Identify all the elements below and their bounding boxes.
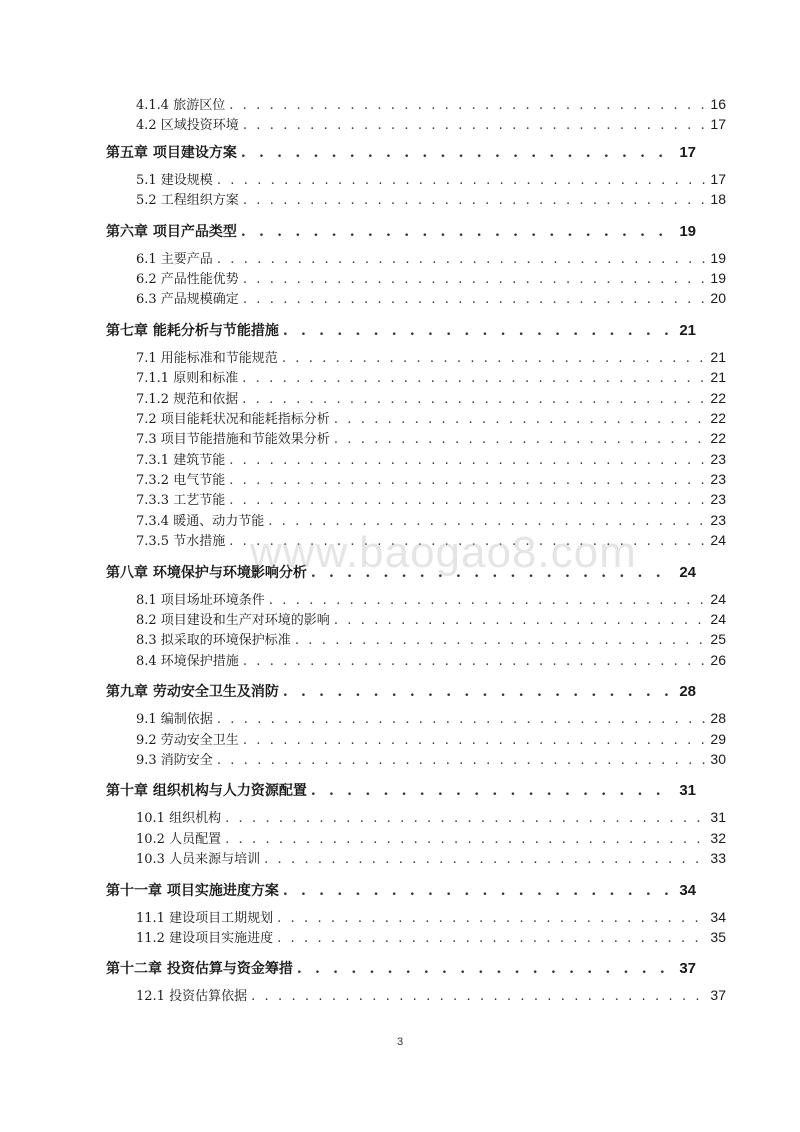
- toc-leader: [334, 611, 707, 631]
- table-of-contents: [106, 94, 726, 1006]
- toc-leader: [283, 676, 675, 708]
- toc-page: 31: [710, 809, 726, 826]
- toc-title: 4.1.4 旅游区位: [136, 98, 226, 113]
- toc-page: 18: [710, 191, 726, 208]
- toc-page: 22: [710, 389, 726, 406]
- toc-entry[interactable]: [106, 927, 726, 947]
- toc-page: 32: [710, 829, 726, 846]
- toc-chapter[interactable]: [106, 315, 696, 347]
- toc-leader: [243, 652, 707, 672]
- toc-entry[interactable]: [106, 828, 726, 848]
- watermark: www.baogao8.com: [250, 528, 637, 577]
- toc-title: 7.3.2 电气节能: [136, 473, 226, 489]
- toc-title: 10.1 组织机构: [136, 811, 222, 827]
- toc-entry[interactable]: [106, 268, 726, 288]
- toc-title: 8.2 项目建设和生产对环境的影响: [136, 613, 330, 629]
- toc-title: 10.3 人员来源与培训: [136, 852, 261, 868]
- toc-title: 第十一章 项目实施进度方案: [106, 882, 279, 899]
- toc-entry[interactable]: [106, 347, 726, 367]
- toc-title: 第九章 劳动安全卫生及消防: [106, 684, 279, 701]
- toc-title: 10.2 人员配置: [136, 831, 222, 847]
- toc-page: 17: [679, 143, 696, 161]
- toc-title: 7.3 项目节能措施和节能效果分析: [136, 432, 330, 448]
- toc-title: 第六章 项目产品类型: [106, 223, 237, 240]
- toc-leader: [243, 116, 707, 136]
- toc-page: 24: [710, 590, 726, 607]
- toc-page: 37: [679, 960, 696, 978]
- page-number: 3: [396, 1036, 404, 1048]
- toc-title: 4.2 区域投资环境: [136, 118, 239, 134]
- toc-leader: [241, 216, 675, 248]
- toc-title: 8.4 环境保护措施: [136, 653, 239, 669]
- toc-leader: [243, 191, 707, 211]
- toc-title: 第七章 能耗分析与节能措施: [106, 322, 279, 339]
- toc-entry[interactable]: [106, 469, 726, 489]
- toc-leader: [297, 953, 675, 985]
- toc-title: 7.3.1 建筑节能: [136, 452, 226, 468]
- toc-page: 19: [710, 249, 726, 266]
- toc-page: 19: [710, 269, 726, 286]
- toc-page: 24: [710, 532, 726, 549]
- toc-leader: [242, 369, 706, 389]
- toc-leader: [295, 631, 707, 651]
- toc-leader: [225, 830, 706, 850]
- toc-entry[interactable]: [106, 749, 726, 769]
- toc-entry[interactable]: [106, 708, 726, 728]
- toc-leader: [251, 987, 706, 1007]
- toc-entry[interactable]: [106, 189, 726, 209]
- toc-leader: [229, 96, 706, 116]
- toc-leader: [269, 591, 707, 611]
- toc-entry[interactable]: [106, 428, 726, 448]
- toc-title: 7.1.2 规范和依据: [136, 391, 239, 407]
- toc-entry[interactable]: [106, 449, 726, 469]
- toc-leader: [243, 731, 707, 751]
- toc-leader: [283, 875, 675, 907]
- toc-page: 29: [710, 730, 726, 747]
- toc-chapter[interactable]: [106, 875, 696, 907]
- toc-page: 23: [710, 471, 726, 488]
- toc-leader: [229, 491, 706, 511]
- toc-entry[interactable]: [106, 114, 726, 134]
- toc-page: 16: [710, 96, 726, 112]
- toc-page: 20: [710, 290, 726, 307]
- toc-entry[interactable]: [106, 530, 726, 550]
- toc-leader: [268, 512, 706, 532]
- toc-page: 28: [679, 683, 696, 701]
- toc-leader: [243, 270, 707, 290]
- toc-title: 12.1 投资估算依据: [136, 989, 248, 1005]
- toc-leader: [217, 751, 707, 771]
- toc-entry[interactable]: [106, 388, 726, 408]
- toc-leader: [229, 471, 706, 491]
- toc-page: 33: [710, 850, 726, 867]
- toc-title: 5.2 工程组织方案: [136, 193, 239, 209]
- toc-title: 11.1 建设项目工期规划: [136, 910, 274, 926]
- toc-entry[interactable]: [106, 408, 726, 428]
- toc-entry[interactable]: [106, 729, 726, 749]
- toc-page: 24: [710, 611, 726, 628]
- toc-page: 19: [679, 222, 696, 240]
- toc-leader: [282, 349, 707, 369]
- toc-title: 第五章 项目建设方案: [106, 144, 237, 161]
- toc-entry[interactable]: [106, 609, 726, 629]
- toc-title: 7.3.4 暖通、动力节能: [136, 513, 265, 529]
- toc-page: 21: [679, 321, 696, 339]
- toc-leader: [311, 557, 675, 589]
- toc-page: 17: [710, 116, 726, 133]
- toc-leader: [334, 430, 707, 450]
- toc-leader: [277, 909, 706, 929]
- toc-leader: [242, 390, 706, 410]
- toc-page: 24: [679, 563, 696, 581]
- toc-entry[interactable]: [106, 288, 726, 308]
- toc-chapter[interactable]: [106, 137, 696, 169]
- toc-entry[interactable]: [106, 489, 726, 509]
- toc-page: 23: [710, 511, 726, 528]
- toc-leader: [334, 410, 707, 430]
- toc-title: 9.1 编制依据: [136, 712, 213, 728]
- toc-leader: [277, 929, 706, 949]
- toc-chapter[interactable]: [106, 775, 696, 807]
- toc-page: 25: [710, 631, 726, 648]
- toc-page: 34: [710, 908, 726, 925]
- toc-page: 22: [710, 409, 726, 426]
- toc-leader: [241, 137, 675, 169]
- toc-page: 31: [679, 782, 696, 800]
- toc-page: 37: [710, 987, 726, 1004]
- toc-entry[interactable]: [106, 629, 726, 649]
- toc-entry[interactable]: [106, 650, 726, 670]
- toc-leader: [311, 775, 675, 807]
- toc-title: 7.3.3 工艺节能: [136, 493, 226, 509]
- toc-title: 8.1 项目场址环境条件: [136, 592, 265, 608]
- toc-title: 7.1.1 原则和标准: [136, 371, 239, 387]
- toc-title: 7.1 用能标准和节能规范: [136, 350, 278, 366]
- toc-entry[interactable]: [106, 510, 726, 530]
- toc-entry[interactable]: [106, 807, 726, 827]
- toc-page: 23: [710, 491, 726, 508]
- toc-leader: [217, 250, 707, 270]
- toc-chapter[interactable]: [106, 953, 696, 985]
- toc-title: 8.3 拟采取的环境保护标准: [136, 633, 291, 649]
- toc-page: 34: [679, 881, 696, 899]
- toc-entry[interactable]: [106, 589, 726, 609]
- toc-entry[interactable]: [106, 848, 726, 868]
- toc-entry[interactable]: [106, 367, 726, 387]
- toc-chapter[interactable]: [106, 216, 696, 248]
- toc-title: 7.2 项目能耗状况和能耗指标分析: [136, 411, 330, 427]
- toc-leader: [217, 171, 707, 191]
- toc-leader: [243, 290, 707, 310]
- toc-page: 22: [710, 430, 726, 447]
- toc-leader: [225, 809, 706, 829]
- toc-leader: [283, 315, 675, 347]
- toc-entry[interactable]: [106, 985, 726, 1005]
- toc-title: 第十二章 投资估算与资金筹措: [106, 961, 293, 978]
- toc-title: 11.2 建设项目实施进度: [136, 930, 274, 946]
- toc-title: 6.2 产品性能优势: [136, 271, 239, 287]
- toc-entry[interactable]: [106, 94, 726, 114]
- toc-page: 17: [710, 170, 726, 187]
- toc-title: 第十章 组织机构与人力资源配置: [106, 783, 307, 800]
- toc-title: 6.3 产品规模确定: [136, 292, 239, 308]
- toc-title: 7.3.5 节水措施: [136, 534, 226, 550]
- toc-page: 26: [710, 651, 726, 668]
- toc-entry[interactable]: [106, 907, 726, 927]
- toc-page: 21: [710, 348, 726, 365]
- toc-title: 6.1 主要产品: [136, 251, 213, 267]
- toc-leader: [217, 710, 707, 730]
- toc-page: 28: [710, 710, 726, 727]
- toc-entry[interactable]: [106, 169, 726, 189]
- toc-page: 23: [710, 450, 726, 467]
- toc-page: 30: [710, 750, 726, 767]
- toc-leader: [229, 451, 706, 471]
- toc-page: 35: [710, 928, 726, 945]
- toc-chapter[interactable]: [106, 676, 696, 708]
- toc-title: 9.3 消防安全: [136, 752, 213, 768]
- toc-leader: [264, 850, 706, 870]
- toc-chapter[interactable]: [106, 557, 696, 589]
- toc-leader: [229, 532, 706, 552]
- toc-title: 9.2 劳动安全卫生: [136, 732, 239, 748]
- toc-page: 21: [710, 369, 726, 386]
- toc-title: 5.1 建设规模: [136, 172, 213, 188]
- toc-title: 第八章 环境保护与环境影响分析: [106, 564, 307, 581]
- toc-entry[interactable]: [106, 248, 726, 268]
